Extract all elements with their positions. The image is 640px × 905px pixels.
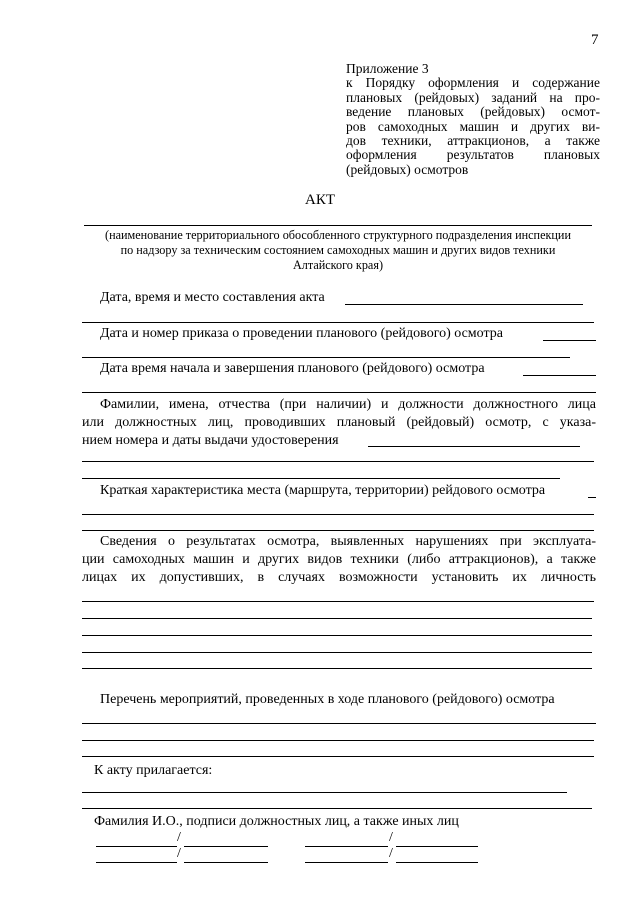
appendix-line: плановых (рейдовых) заданий на про-	[346, 89, 600, 105]
attached-field-1[interactable]	[82, 792, 567, 793]
results-field-1[interactable]	[82, 601, 594, 602]
officials-line: или должностных лиц, проводивших плановый (рейдовый) осмотр, с указа-	[82, 415, 596, 431]
org-caption-line: (наименование территориального обособленного структурного подразделения инспекции	[105, 228, 571, 242]
officials-field[interactable]	[368, 446, 580, 447]
measures-field-3[interactable]	[82, 756, 594, 757]
appendix-line: ведение плановых (рейдовых) осмот-	[346, 104, 600, 120]
measures-field-2[interactable]	[82, 740, 594, 741]
route-label: Краткая характеристика места (маршрута, территории) рейдового осмотра	[100, 483, 546, 498]
signature-sign-field[interactable]	[396, 862, 478, 863]
start-end-label: Дата время начала и завершения планового (рейдового) осмотра	[100, 361, 485, 376]
route-field[interactable]	[588, 497, 596, 498]
page-number: 7	[591, 32, 599, 48]
signature-sign-field[interactable]	[184, 862, 268, 863]
order-label: Дата и номер приказа о проведении планового (рейдового) осмотра	[100, 326, 503, 341]
appendix-block	[346, 62, 600, 177]
appendix-line: Приложение 3	[346, 61, 429, 76]
officials-line: Фамилии, имена, отчества (при наличии) и должности должностного лица	[100, 397, 596, 412]
start-end-field-2[interactable]	[82, 392, 596, 393]
order-field[interactable]	[543, 340, 596, 341]
date-place-label: Дата, время и место составления акта	[100, 290, 325, 305]
route-field-3[interactable]	[82, 530, 594, 531]
measures-field-1[interactable]	[82, 723, 596, 724]
date-place-field-2[interactable]	[82, 322, 594, 323]
document-title: АКТ	[305, 192, 335, 208]
signature-name-field[interactable]	[96, 862, 177, 863]
officials-field-2[interactable]	[82, 461, 594, 462]
org-name-field[interactable]	[84, 225, 592, 226]
appendix-line: к Порядку оформления и содержание	[346, 75, 600, 91]
results-line: ции самоходных машин и других видов техники (либо аттракционов), а также	[82, 552, 596, 568]
results-field-5[interactable]	[82, 668, 592, 669]
results-line: Сведения о результатах осмотра, выявленных нарушениях при эксплуата-	[100, 534, 596, 549]
appendix-line: оформления результатов плановых	[346, 147, 600, 163]
signature-name-field[interactable]	[96, 846, 177, 847]
officials-field-3[interactable]	[82, 478, 560, 479]
attached-label: К акту прилагается:	[94, 763, 213, 778]
results-field-3[interactable]	[82, 635, 592, 636]
attached-field-2[interactable]	[82, 808, 592, 809]
results-field-2[interactable]	[82, 618, 592, 619]
route-field-2[interactable]	[82, 514, 594, 515]
signature-separator: /	[389, 830, 393, 845]
signature-separator: /	[177, 830, 181, 845]
signature-sign-field[interactable]	[184, 846, 268, 847]
appendix-line: ров самоходных машин и других ви-	[346, 118, 600, 134]
appendix-line: дов техники, аттракционов, а также	[346, 133, 600, 149]
signature-separator: /	[177, 846, 181, 861]
officials-paragraph	[82, 396, 596, 451]
signature-name-field[interactable]	[305, 846, 388, 847]
signature-name-field[interactable]	[305, 862, 388, 863]
signature-separator: /	[389, 846, 393, 861]
start-end-field[interactable]	[523, 375, 596, 376]
officials-line: нием номера и даты выдачи удостоверения	[82, 433, 339, 449]
appendix-line: (рейдовых) осмотров	[346, 161, 469, 177]
org-caption	[84, 228, 592, 273]
results-line: лицах их допустивших, в случаях возможности установить их личность	[82, 570, 596, 586]
signature-sign-field[interactable]	[396, 846, 478, 847]
org-caption-line: Алтайского края)	[292, 258, 384, 272]
date-place-field[interactable]	[345, 304, 583, 305]
measures-label: Перечень мероприятий, проведенных в ходе планового (рейдового) осмотра	[100, 692, 555, 707]
signatures-label: Фамилия И.О., подписи должностных лиц, а также иных лиц	[94, 814, 459, 829]
order-field-2[interactable]	[82, 357, 570, 358]
results-field-4[interactable]	[82, 652, 592, 653]
results-paragraph	[82, 533, 596, 588]
org-caption-line: по надзору за техническим состоянием самоходных машин и других видов техники	[120, 243, 556, 257]
